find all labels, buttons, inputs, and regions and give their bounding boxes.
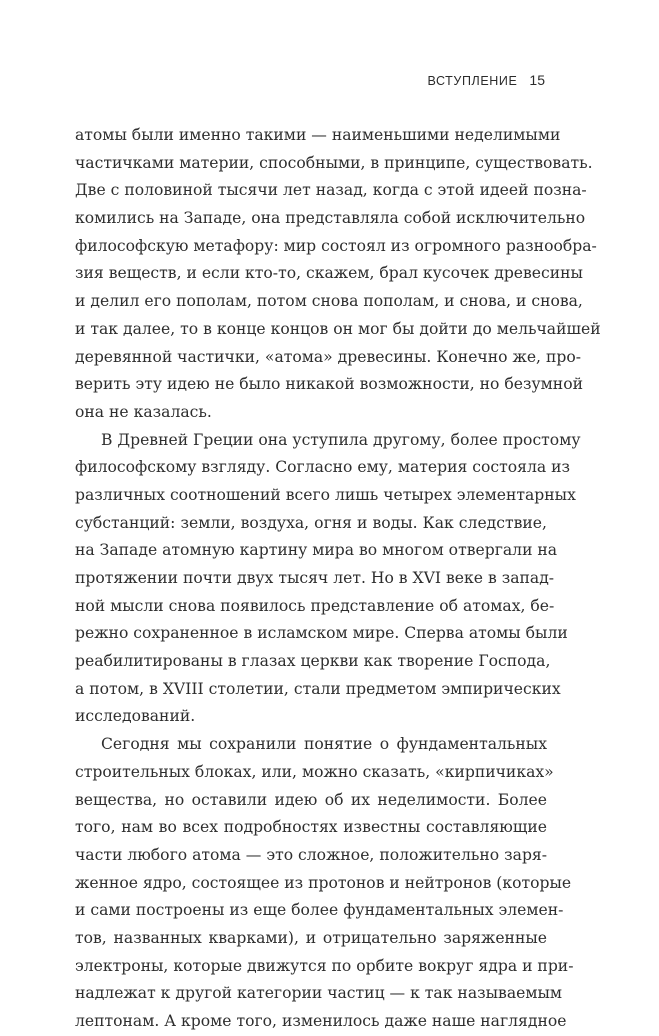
running-head [427,72,545,88]
text-line: она не казалась. [75,402,212,421]
text-line: режно сохраненное в исламском мире. Сперва атомы были [75,624,568,643]
page-number: 15 [529,72,545,88]
text-line: вещества, но оставили идею об их неделимости. Более [75,790,547,809]
text-line: на Западе атомную картину мира во многом отвергали на [75,541,558,560]
text-line: протяжении почти двух тысяч лет. Но в XVI веке в запад- [75,569,555,587]
text-line: верить эту идею не было никакой возможности, но безумной [75,375,583,394]
text-line: деревянной частички, «атома» древесины. Конечно же, про- [75,347,581,366]
text-line: надлежат к другой категории частиц — к так называемым [75,984,563,1003]
text-line: тов, названных кварками), и отрицательно заряженные [75,928,547,947]
paragraph [75,122,601,427]
text-line: зия веществ, и если кто-то, скажем, брал кусочек древесины [75,264,583,283]
text-line: Две с половиной тысячи лет назад, когда с этой идеей позна- [75,181,587,200]
section-title: ВСТУПЛЕНИЕ [427,74,518,88]
text-line: и сами построены из еще более фундаментальных элемен- [75,901,564,920]
paragraph [75,731,574,1036]
paragraph [75,427,581,732]
text-line: философскому взгляду. Согласно ему, материя состояла из [75,458,571,477]
text-line: и так далее, то в конце концов он мог бы дойти до мельчайшей [75,319,601,338]
text-line: лептонам. А кроме того, изменилось даже наше наглядное [75,1012,567,1030]
text-line: и делил его пополам, потом снова пополам, и снова, и снова, [75,292,583,311]
text-line: того, нам во всех подробностях известны составляющие [75,818,547,837]
text-line: различных соотношений всего лишь четырех элементарных [75,485,576,504]
body-text [75,122,601,1036]
text-line: исследований. [75,707,196,726]
text-line: субстанций: земли, воздуха, огня и воды. Как следствие, [75,513,547,532]
text-line: реабилитированы в глазах церкви как творение Господа, [75,652,551,671]
text-line: философскую метафору: мир состоял из огромного разнообра- [75,236,597,255]
text-line: ной мысли снова появилось представление об атомах, бе- [75,596,555,615]
text-line: электроны, которые движутся по орбите вокруг ядра и при- [75,956,574,975]
text-line: частичками материи, способными, в принципе, существовать. [75,153,593,172]
text-line: Сегодня мы сохранили понятие о фундаментальных [101,735,547,754]
text-line: части любого атома — это сложное, положительно заря- [75,845,548,864]
text-line: женное ядро, состоящее из протонов и нейтронов (которые [75,873,572,892]
text-line: строительных блоках, или, можно сказать, «кирпичиках» [75,762,554,781]
text-line: В Древней Греции она уступила другому, более простому [101,430,581,449]
text-line: атомы были именно такими — наименьшими неделимыми [75,126,561,144]
text-line: а потом, в XVIII столетии, стали предметом эмпирических [75,679,561,698]
text-line: комились на Западе, она представляла собой исключительно [75,209,586,228]
